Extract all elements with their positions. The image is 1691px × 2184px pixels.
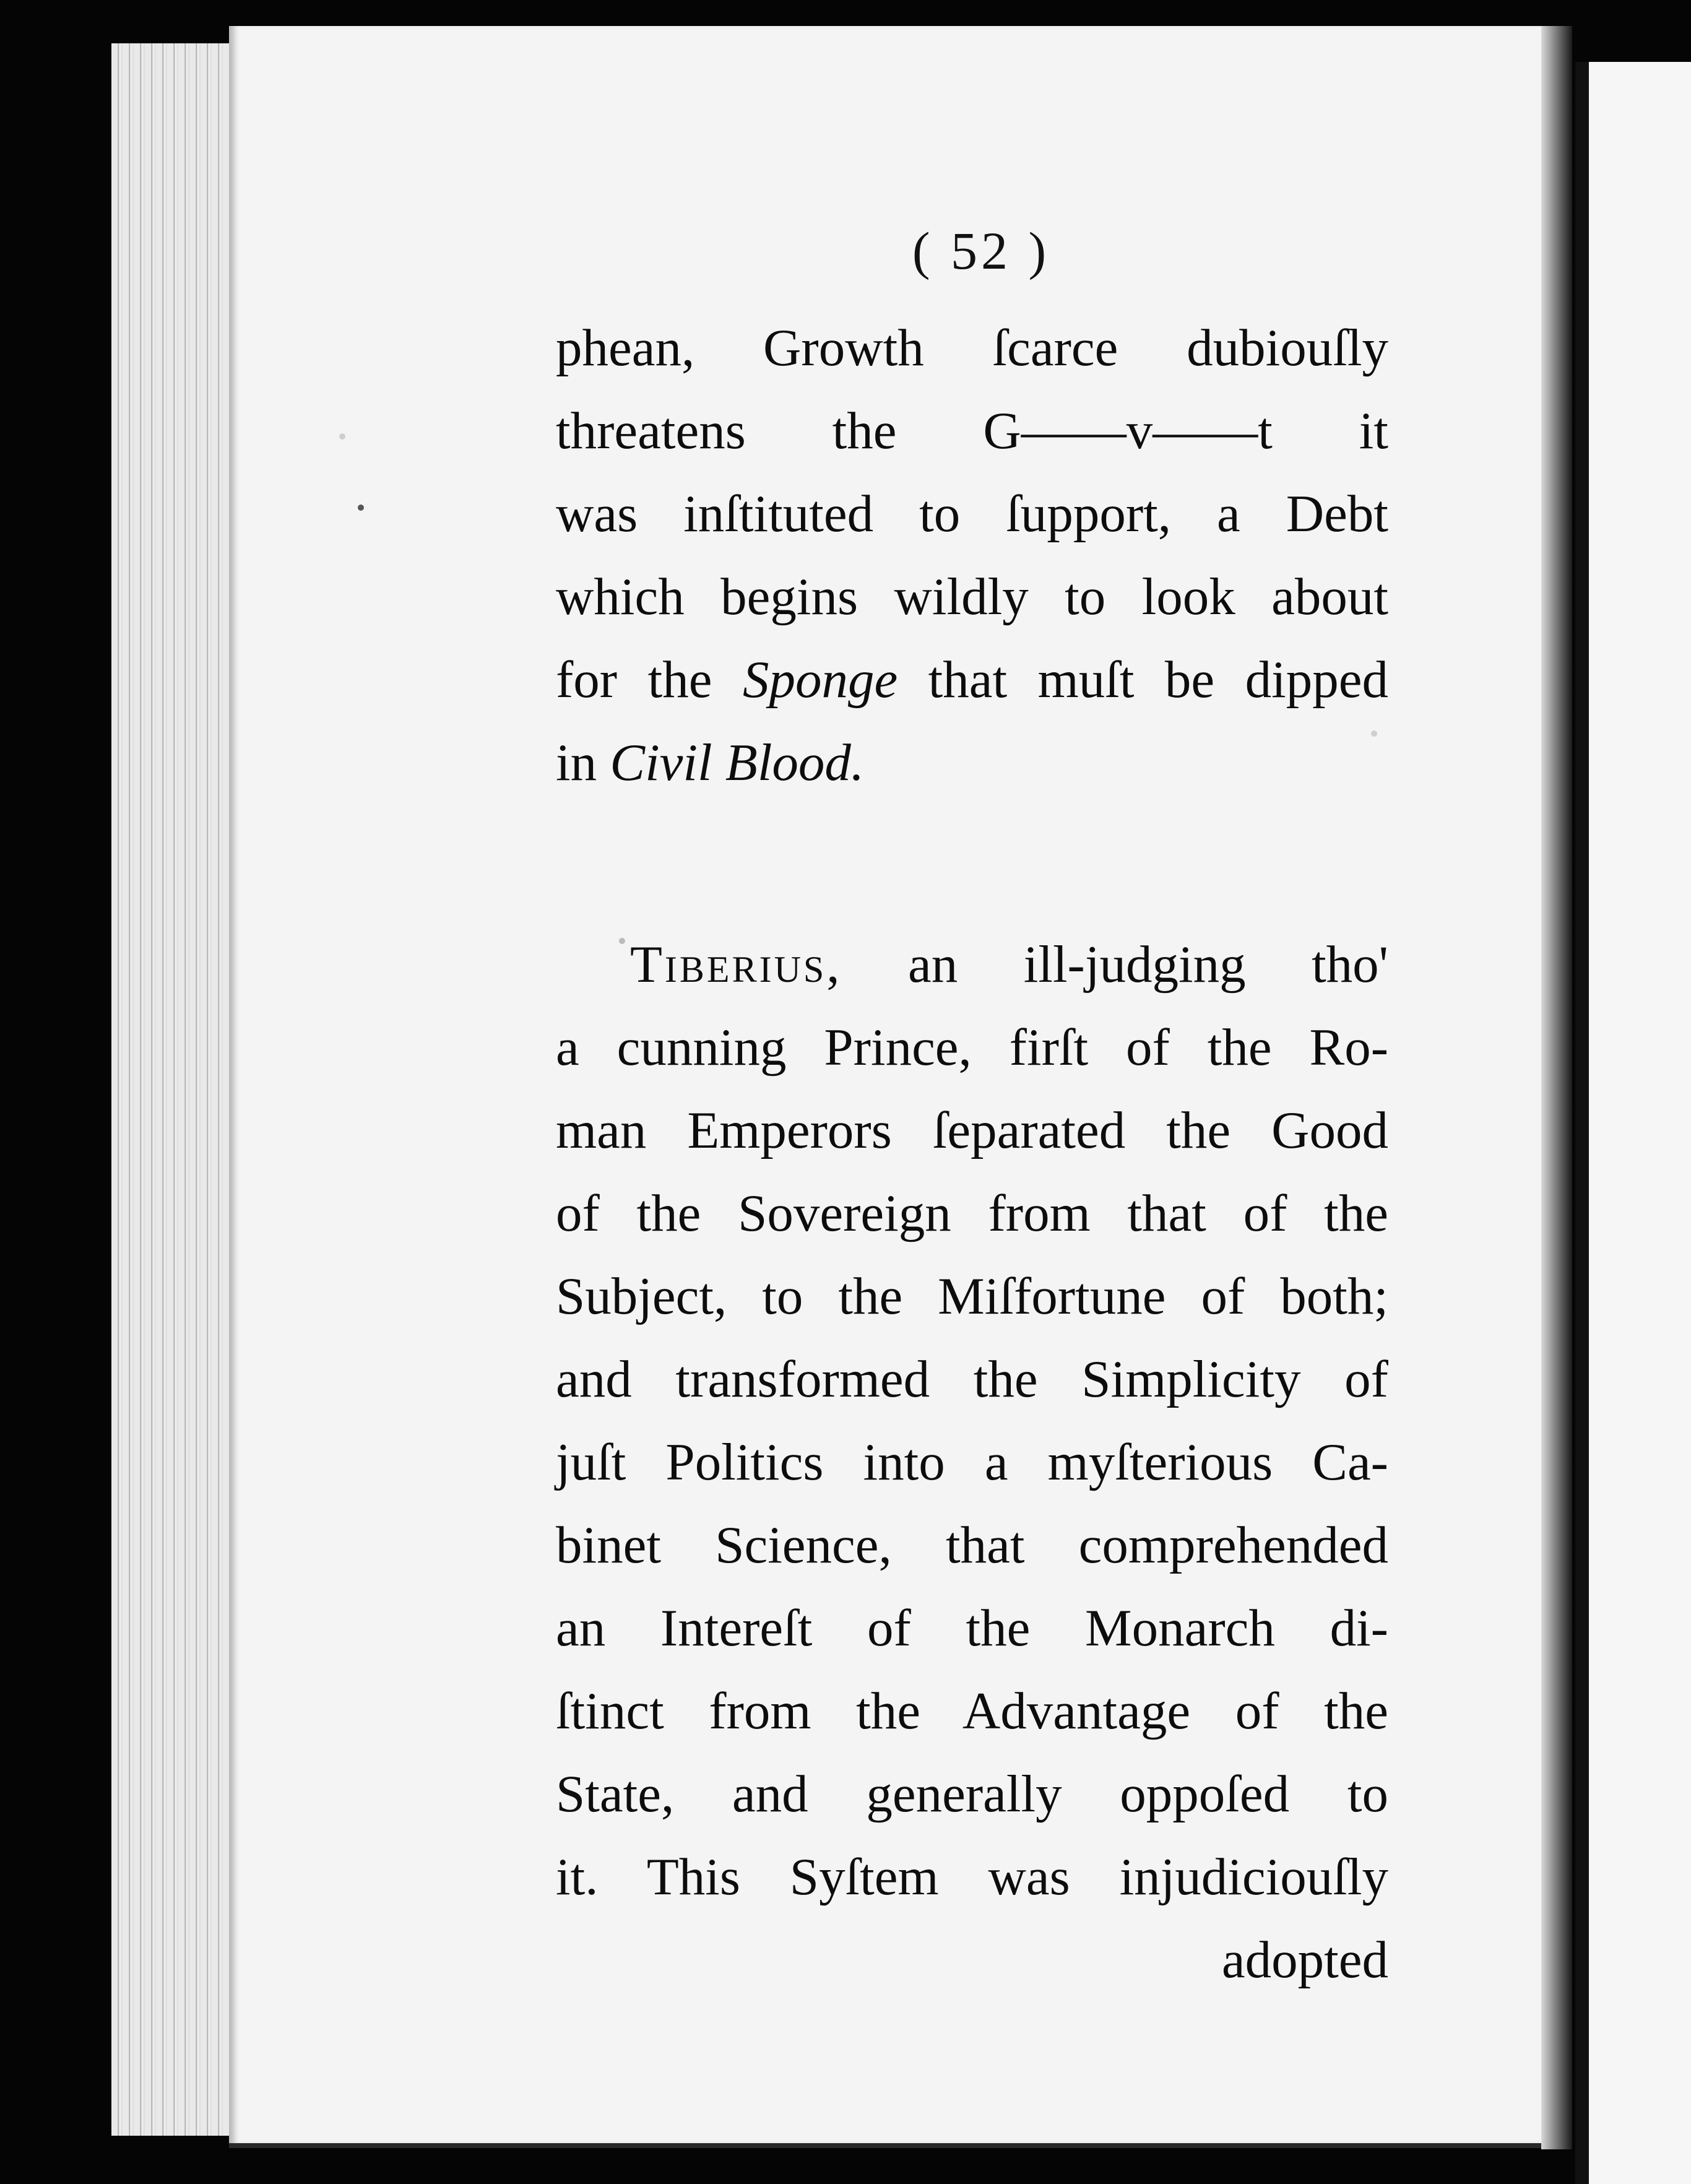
text-line: juſt Politics into a myſterious Ca- (556, 1433, 1388, 1491)
text-line: phean, Growth ſcarce dubiouſly (556, 319, 1388, 377)
text-line: which begins wildly to look about (556, 568, 1388, 626)
text-run: an ill-judging tho' (842, 935, 1388, 994)
text-line: was inſtituted to ſupport, a Debt (556, 485, 1388, 543)
page-number: ( 52 ) (912, 221, 1050, 280)
text-line: it. This Syſtem was injudiciouſly (556, 1848, 1388, 1906)
small-caps-name: Tiberius, (630, 935, 842, 994)
text-run: for the (556, 651, 743, 709)
paper-speck (358, 505, 364, 511)
text-line: State, and generally oppoſed to (556, 1765, 1388, 1823)
paper-speck (619, 938, 625, 944)
text-line (556, 721, 1388, 804)
paper-speck (339, 433, 345, 440)
page-text (556, 306, 1388, 2001)
text-line (556, 923, 1388, 1006)
binding-shadow (1541, 26, 1572, 2149)
catchword: adopted (1221, 1931, 1388, 1989)
text-line: man Emperors ſeparated the Good (556, 1101, 1388, 1159)
stacked-page-edges (111, 43, 241, 2136)
text-line (556, 638, 1388, 721)
text-line: threatens the G——v——t it (556, 402, 1388, 460)
text-run: that muſt be dipped (897, 651, 1388, 709)
text-line: of the Sovereign from that of the (556, 1184, 1388, 1242)
paragraph-gap (556, 804, 1388, 923)
text-line: Subject, to the Miſfortune of both; (556, 1267, 1388, 1325)
text-line: an Intereſt of the Monarch di- (556, 1599, 1388, 1657)
adjacent-leaf (1575, 62, 1691, 2184)
text-line: a cunning Prince, firſt of the Ro- (556, 1018, 1388, 1077)
text-line: binet Science, that comprehended (556, 1516, 1388, 1574)
italic-phrase-civil-blood: Civil Blood. (610, 734, 865, 792)
text-line: and transformed the Simplicity of (556, 1350, 1388, 1408)
italic-word-sponge: Sponge (742, 651, 898, 709)
paper-speck (1371, 730, 1377, 737)
text-line: ſtinct from the Advantage of the (556, 1682, 1388, 1740)
text-run: in (556, 734, 610, 792)
